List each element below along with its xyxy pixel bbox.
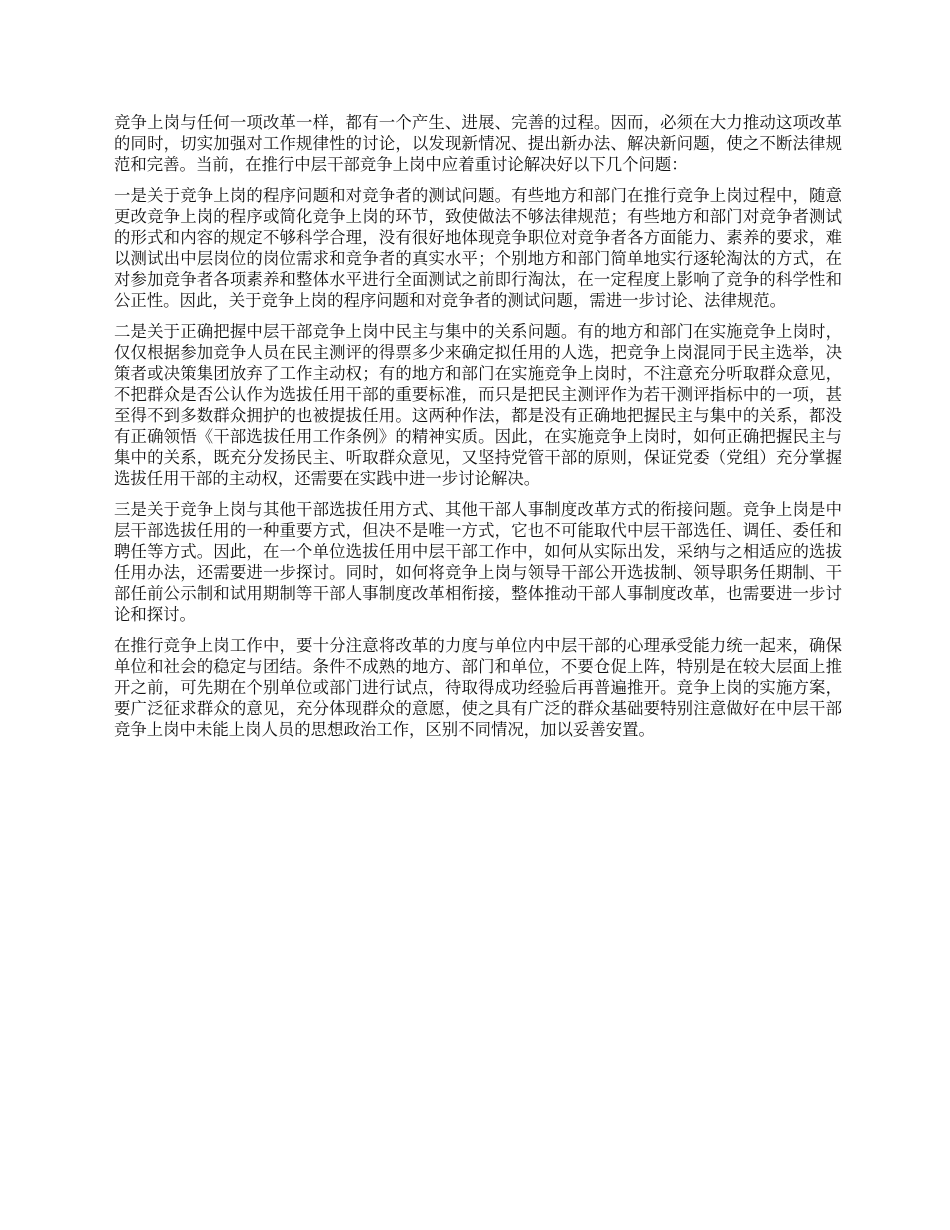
paragraph-intro: 竞争上岗与任何一项改革一样，都有一个产生、进展、完善的过程。因而，必须在大力推动这项改革的同时，切实加强对工作规律性的讨论，以发现新情况、提出新办法、解决新问题，使之不断法律规范和完善。当前，在推行中层干部竞争上岗中应着重讨论解决好以下几个问题： [114, 113, 842, 174]
paragraph-point-two: 二是关于正确把握中层干部竞争上岗中民主与集中的关系问题。有的地方和部门在实施竞争上岗时，仅仅根据参加竞争人员在民主测评的得票多少来确定拟任用的人选，把竞争上岗混同于民主选举，决策者或决策集团放弃了工作主动权；有的地方和部门在实施竞争上岗时，不注意充分听取群众意见，不把群众是否公认作为选拔任用干部的重要标准，而只是把民主测评作为若干测评指标中的一项，甚至得不到多数群众拥护的也被提拔任用。这两种作法，都是没有正确地把握民主与集中的关系，都没有正确领悟《干部选拔任用工作条例》的精神实质。因此，在实施竞争上岗时，如何正确把握民主与集中的关系，既充分发扬民主、听取群众意见，又坚持党管干部的原则，保证党委（党组）充分掌握选拔任用干部的主动权，还需要在实践中进一步讨论解决。 [114, 322, 842, 488]
paragraph-conclusion: 在推行竞争上岗工作中，要十分注意将改革的力度与单位内中层干部的心理承受能力统一起来，确保单位和社会的稳定与团结。条件不成熟的地方、部门和单位，不要仓促上阵，特别是在较大层面上推开之前，可先期在个别单位或部门进行试点，待取得成功经验后再普遍推开。竞争上岗的实施方案，要广泛征求群众的意见，充分体现群众的意愿，使之具有广泛的群众基础要特别注意做好在中层干部竞争上岗中未能上岗人员的思想政治工作，区别不同情况，加以妥善安置。 [114, 636, 842, 739]
paragraph-point-one: 一是关于竞争上岗的程序问题和对竞争者的测试问题。有些地方和部门在推行竞争上岗过程中，随意更改竞争上岗的程序或简化竞争上岗的环节，致使做法不够法律规范；有些地方和部门对竞争者测试的形式和内容的规定不够科学合理，没有很好地体现竞争职位对竞争者各方面能力、素养的要求，难以测试出中层岗位的岗位需求和竞争者的真实水平；个别地方和部门简单地实行逐轮淘汰的方式，在对参加竞争者各项素养和整体水平进行全面测试之前即行淘汰，在一定程度上影响了竞争的科学性和公正性。因此，关于竞争上岗的程序问题和对竞争者的测试问题，需进一步讨论、法律规范。 [114, 186, 842, 310]
document-body [114, 112, 842, 750]
paragraph-point-three: 三是关于竞争上岗与其他干部选拔任用方式、其他干部人事制度改革方式的衔接问题。竞争上岗是中层干部选拔任用的一种重要方式，但决不是唯一方式，它也不可能取代中层干部选任、调任、委任和聘任等方式。因此，在一个单位选拔任用中层干部工作中，如何从实际出发，采纳与之相适应的选拔任用办法，还需要进一步探讨。同时，如何将竞争上岗与领导干部公开选拔制、领导职务任期制、干部任前公示制和试用期制等干部人事制度改革相衔接，整体推动干部人事制度改革，也需要进一步讨论和探讨。 [114, 500, 842, 624]
